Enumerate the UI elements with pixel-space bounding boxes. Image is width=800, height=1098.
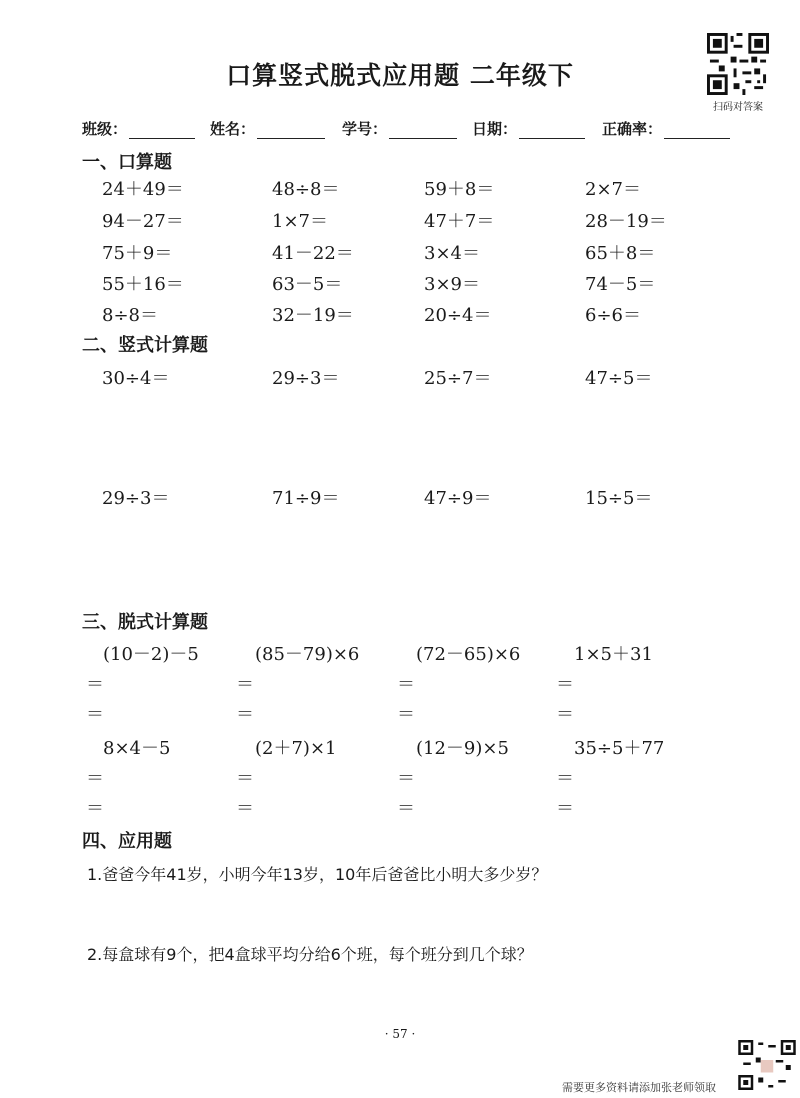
vertical-problem: 47÷9＝ — [424, 488, 492, 509]
vertical-problem: 29÷3＝ — [102, 488, 170, 509]
oral-problem: 94－27＝ — [102, 211, 184, 232]
section-heading-word-problems: 四、应用题 — [82, 831, 172, 852]
stepwise-problem: 1×5＋31 — [574, 644, 653, 665]
oral-problem: 74－5＝ — [585, 274, 656, 295]
field-blank[interactable] — [664, 121, 730, 139]
vertical-problem: 29÷3＝ — [272, 368, 340, 389]
equals-sign: ＝ — [236, 674, 254, 695]
equals-sign: ＝ — [86, 704, 104, 725]
equals-sign: ＝ — [556, 768, 574, 789]
equals-sign: ＝ — [556, 798, 574, 819]
oral-problem: 59＋8＝ — [424, 179, 495, 200]
qr-code-icon — [738, 1040, 796, 1090]
section-heading-stepwise: 三、脱式计算题 — [82, 612, 208, 633]
equals-sign: ＝ — [86, 674, 104, 695]
vertical-problem: 30÷4＝ — [102, 368, 170, 389]
oral-row — [0, 239, 800, 269]
vertical-problem: 25÷7＝ — [424, 368, 492, 389]
equals-sign: ＝ — [236, 798, 254, 819]
date-field[interactable] — [472, 118, 585, 139]
stepwise-problem: 35÷5＋77 — [574, 738, 665, 759]
oral-problem: 32－19＝ — [272, 305, 354, 326]
page-number: · 57 · — [384, 1027, 416, 1041]
oral-problem: 20÷4＝ — [424, 305, 492, 326]
section-heading-vertical: 二、竖式计算题 — [82, 335, 208, 356]
field-label: 正确率： — [602, 120, 663, 138]
oral-problem: 63－5＝ — [272, 274, 343, 295]
oral-problem: 24＋49＝ — [102, 179, 184, 200]
equals-row — [0, 794, 800, 824]
field-label: 日期： — [472, 120, 518, 138]
oral-problem: 8÷8＝ — [102, 305, 158, 326]
oral-problem: 28－19＝ — [585, 211, 667, 232]
stepwise-problem: (12－9)×5 — [416, 738, 509, 759]
qr-label: 扫码对答案 — [713, 102, 763, 113]
vertical-problem: 15÷5＝ — [585, 488, 653, 509]
equals-sign: ＝ — [236, 704, 254, 725]
oral-problem: 2×7＝ — [585, 179, 641, 200]
oral-problem: 6÷6＝ — [585, 305, 641, 326]
section-heading-oral: 一、口算题 — [82, 152, 172, 173]
field-label: 学号： — [342, 120, 388, 138]
oral-row — [0, 175, 800, 205]
vertical-problem: 47÷5＝ — [585, 368, 653, 389]
equals-row — [0, 670, 800, 700]
stepwise-problem: (72－65)×6 — [416, 644, 521, 665]
oral-row — [0, 207, 800, 237]
equals-sign: ＝ — [236, 768, 254, 789]
oral-problem: 3×4＝ — [424, 243, 480, 264]
equals-row — [0, 764, 800, 794]
vertical-row — [0, 484, 800, 514]
accuracy-field[interactable] — [602, 118, 730, 139]
equals-sign: ＝ — [397, 674, 415, 695]
equals-sign: ＝ — [397, 798, 415, 819]
equals-sign: ＝ — [397, 704, 415, 725]
qr-code-icon — [707, 33, 769, 95]
equals-sign: ＝ — [556, 704, 574, 725]
word-problem: 1.爸爸今年41岁，小明今年13岁，10年后爸爸比小明大多少岁？ — [87, 865, 548, 884]
oral-problem: 1×7＝ — [272, 211, 328, 232]
oral-problem: 75＋9＝ — [102, 243, 173, 264]
equals-sign: ＝ — [397, 768, 415, 789]
name-field[interactable] — [210, 118, 325, 139]
field-label: 姓名： — [210, 120, 256, 138]
vertical-problem: 71÷9＝ — [272, 488, 340, 509]
equals-sign: ＝ — [86, 768, 104, 789]
stepwise-problem: (85－79)×6 — [255, 644, 360, 665]
student-id-field[interactable] — [342, 118, 457, 139]
field-blank[interactable] — [257, 121, 325, 139]
stepwise-row — [0, 640, 800, 670]
oral-problem: 55＋16＝ — [102, 274, 184, 295]
field-label: 班级： — [82, 120, 128, 138]
field-blank[interactable] — [519, 121, 585, 139]
stepwise-row — [0, 734, 800, 764]
field-blank[interactable] — [389, 121, 457, 139]
footer-note: 需要更多资料请添加张老师领取 — [562, 1081, 716, 1094]
page-title: 口算竖式脱式应用题 二年级下 — [226, 61, 574, 90]
stepwise-problem: 8×4－5 — [103, 738, 171, 759]
stepwise-problem: (2＋7)×1 — [255, 738, 337, 759]
stepwise-problem: (10－2)－5 — [103, 644, 199, 665]
equals-sign: ＝ — [86, 798, 104, 819]
oral-problem: 41－22＝ — [272, 243, 354, 264]
field-blank[interactable] — [129, 121, 195, 139]
oral-problem: 47＋7＝ — [424, 211, 495, 232]
oral-problem: 3×9＝ — [424, 274, 480, 295]
oral-problem: 48÷8＝ — [272, 179, 340, 200]
word-problem: 2.每盒球有9个，把4盒球平均分给6个班，每个班分到几个球？ — [87, 945, 533, 964]
oral-row — [0, 301, 800, 331]
oral-row — [0, 270, 800, 300]
oral-problem: 65＋8＝ — [585, 243, 656, 264]
vertical-row — [0, 364, 800, 394]
class-field[interactable] — [82, 118, 195, 139]
equals-sign: ＝ — [556, 674, 574, 695]
equals-row — [0, 700, 800, 730]
